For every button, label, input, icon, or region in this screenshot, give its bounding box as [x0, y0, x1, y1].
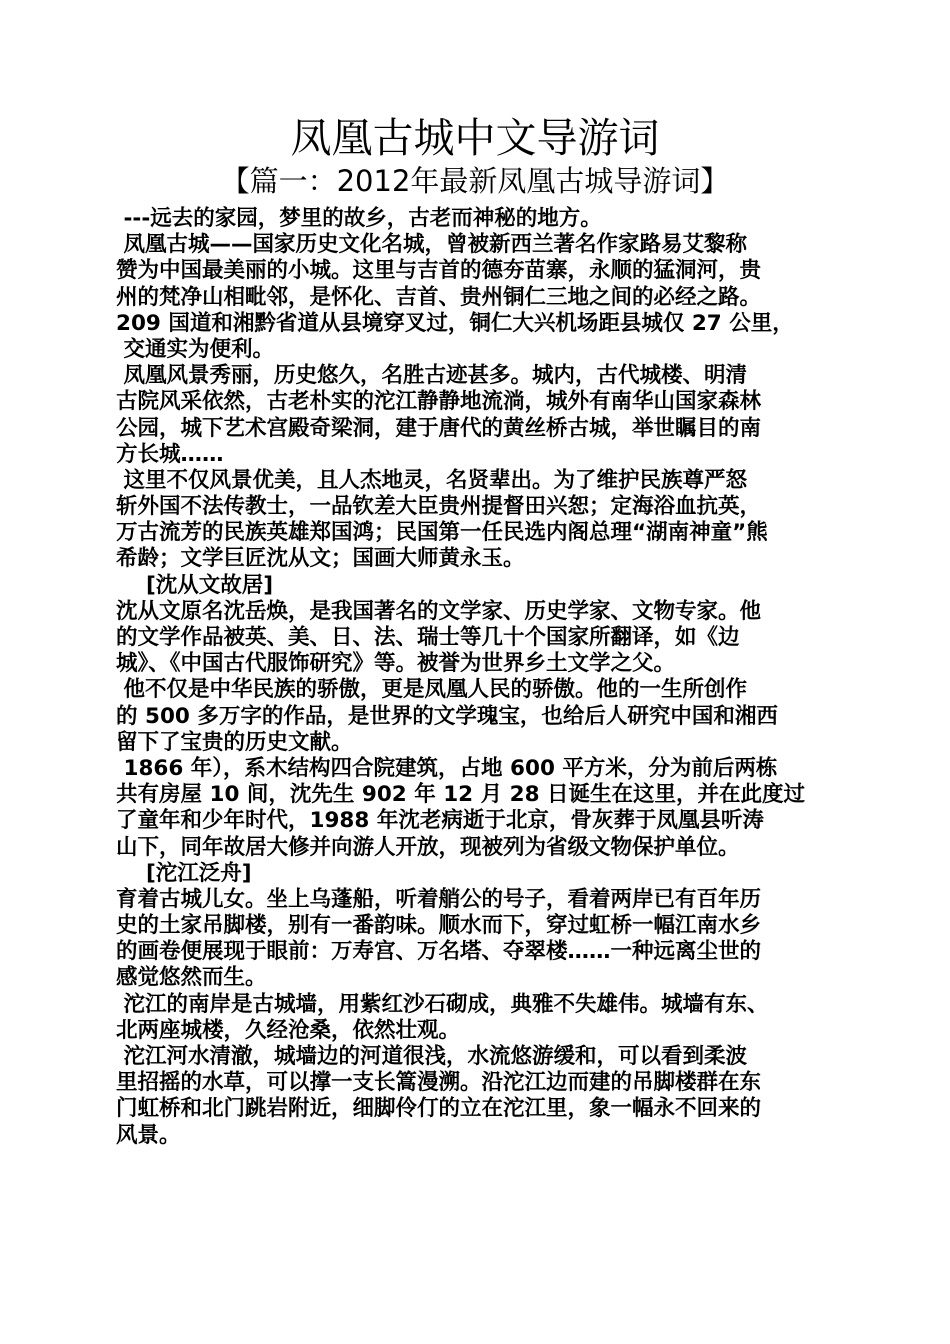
body-line: 沈从文原名沈岳焕，是我国著名的文学家、历史学家、文物专家。他: [116, 598, 762, 624]
body-line: 感觉悠然而生。: [116, 965, 267, 991]
body-line: 共有房屋 10 间，沈先生 902 年 12 月 28 日诞生在这里，并在此度过: [116, 782, 806, 808]
body-line: 沱江的南岸是古城墙，用紫红沙石砌成，典雅不失雄伟。城墙有东、: [116, 991, 769, 1017]
body-line: 了童年和少年时代，1988 年沈老病逝于北京，骨灰葬于凤凰县听涛: [116, 808, 764, 834]
body-line: 留下了宝贵的历史文献。: [116, 729, 353, 755]
body-line: 公园，城下艺术宫殿奇梁洞，建于唐代的黄丝桥古城，举世瞩目的南: [116, 415, 762, 441]
body-line: 这里不仅风景优美，且人杰地灵，名贤辈出。为了维护民族尊严怒: [116, 467, 747, 493]
body-line: 凤凰风景秀丽，历史悠久，名胜古迹甚多。城内，古代城楼、明清: [116, 363, 747, 389]
body-line: 赞为中国最美丽的小城。这里与吉首的德夯苗寨，永顺的猛洞河，贵: [116, 258, 762, 284]
body-line: 沱江河水清澈，城墙边的河道很浅，水流悠游缓和，可以看到柔波: [116, 1044, 747, 1069]
body-line: [沱江泛舟]: [116, 860, 252, 886]
body-line: 风景。: [116, 1122, 181, 1148]
body-line: 北两座城楼，久经沧桑，依然壮观。: [116, 1017, 461, 1043]
document-subtitle: 【篇一：2012年最新凤凰古城导游词】: [220, 164, 730, 198]
document-body: [116, 206, 846, 1149]
body-line: 万古流芳的民族英雄郑国鸿；民国第一任民选内阁总理“湖南神童”熊: [116, 520, 768, 546]
body-line: [沈从文故居]: [116, 572, 274, 598]
body-line: 山下，同年故居大修并向游人开放，现被列为省级文物保护单位。: [116, 834, 740, 860]
body-line: 育着古城儿女。坐上乌蓬船，听着艄公的号子，看着两岸已有百年历: [116, 886, 762, 912]
body-line: 209 国道和湘黔省道从县境穿叉过，铜仁大兴机场距县城仅 27 公里，: [116, 310, 794, 336]
body-line: 城》、《中国古代服饰研究》等。被誉为世界乡土文学之父。: [116, 651, 676, 677]
body-line: 的文学作品被英、美、日、法、瑞士等几十个国家所翻译，如《边: [116, 625, 740, 650]
body-line: 斩外国不法传教士，一品钦差大臣贵州提督田兴恕；定海浴血抗英，: [116, 494, 762, 520]
body-line: ---远去的家园，梦里的故乡，古老而神秘的地方。: [116, 206, 602, 231]
body-line: 的画卷便展现于眼前：万寿宫、万名塔、夺翠楼……一种远离尘世的: [116, 939, 762, 965]
body-line: 希龄；文学巨匠沈从文；国画大师黄永玉。: [116, 546, 525, 572]
body-line: 州的梵净山相毗邻，是怀化、吉首、贵州铜仁三地之间的必经之路。: [116, 284, 762, 310]
body-line: 的 500 多万字的作品，是世界的文学瑰宝，也给后人研究中国和湘西: [116, 703, 778, 729]
body-line: 1866 年），系木结构四合院建筑，占地 600 平方米，分为前后两栋: [116, 755, 778, 781]
body-line: 门虹桥和北门跳岩附近，细脚伶仃的立在沱江里，象一幅永不回来的: [116, 1096, 762, 1122]
body-line: 凤凰古城——国家历史文化名城，曾被新西兰著名作家路易艾黎称: [116, 232, 747, 258]
body-line: 史的土家吊脚楼，别有一番韵味。顺水而下，穿过虹桥一幅江南水乡: [116, 913, 762, 939]
body-line: 他不仅是中华民族的骄傲，更是凤凰人民的骄傲。他的一生所创作: [116, 677, 747, 703]
body-line: 方长城……: [116, 441, 224, 467]
body-line: 交通实为便利。: [116, 336, 274, 362]
document-title: 凤凰古城中文导游词: [290, 114, 660, 162]
body-line: 古院风采依然，古老朴实的沱江静静地流淌，城外有南华山国家森林: [116, 389, 762, 415]
body-line: 里招摇的水草，可以撑一支长篙漫溯。沿沱江边而建的吊脚楼群在东: [116, 1070, 762, 1096]
